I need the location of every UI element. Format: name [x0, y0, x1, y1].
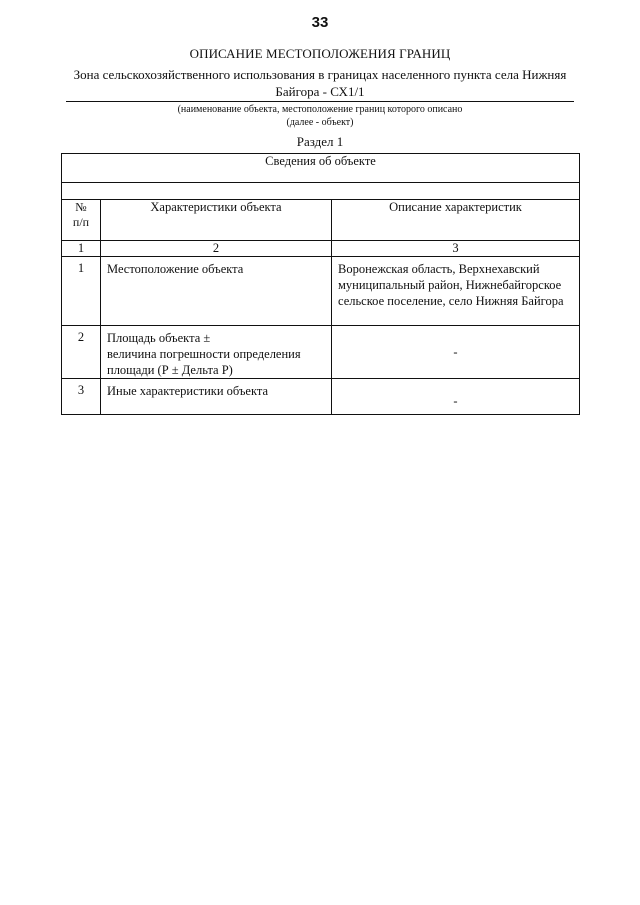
- column-index: 3: [332, 241, 580, 257]
- zone-name: Зона сельскохозяйственного использования в границах населенного пункта села Нижняя Байгора - СХ1/1: [73, 67, 567, 99]
- row-description: Воронежская область, Верхнехавский муниципальный район, Нижнебайгорское сельское поселение, село Нижняя Байгора: [332, 257, 580, 326]
- row-description: -: [332, 379, 580, 415]
- page-number: 33: [311, 14, 329, 31]
- row-number: 2: [62, 326, 101, 379]
- table-header-row: [62, 200, 580, 241]
- table-empty-row: [62, 183, 580, 200]
- header-number: № п/п: [62, 200, 101, 241]
- row-description: -: [332, 326, 580, 379]
- document-heading: ОПИСАНИЕ МЕСТОПОЛОЖЕНИЯ ГРАНИЦ: [189, 46, 451, 61]
- section-title: Раздел 1: [296, 134, 344, 149]
- caption: [66, 103, 574, 129]
- object-info-table: [61, 153, 580, 415]
- column-index: 2: [101, 241, 332, 257]
- row-characteristic: Площадь объекта ± величина погрешности определения площади (Р ± Дельта Р): [101, 326, 332, 379]
- row-number: 3: [62, 379, 101, 415]
- header-description: Описание характеристик: [332, 200, 580, 241]
- underline-rule: [66, 101, 574, 102]
- row-number: 1: [62, 257, 101, 326]
- caption-line-2: (далее - объект): [286, 117, 354, 128]
- caption-line-1: (наименование объекта, местоположение границ которого описано: [177, 104, 463, 115]
- table-row: [62, 257, 580, 326]
- row-characteristic: Местоположение объекта: [101, 257, 332, 326]
- column-index: 1: [62, 241, 101, 257]
- row-characteristic: Иные характеристики объекта: [101, 379, 332, 415]
- table-title-row: [62, 154, 580, 183]
- column-index-row: [62, 241, 580, 257]
- table-row: [62, 326, 580, 379]
- header-characteristics: Характеристики объекта: [101, 200, 332, 241]
- table-row: [62, 379, 580, 415]
- table-title: Сведения об объекте: [62, 154, 580, 183]
